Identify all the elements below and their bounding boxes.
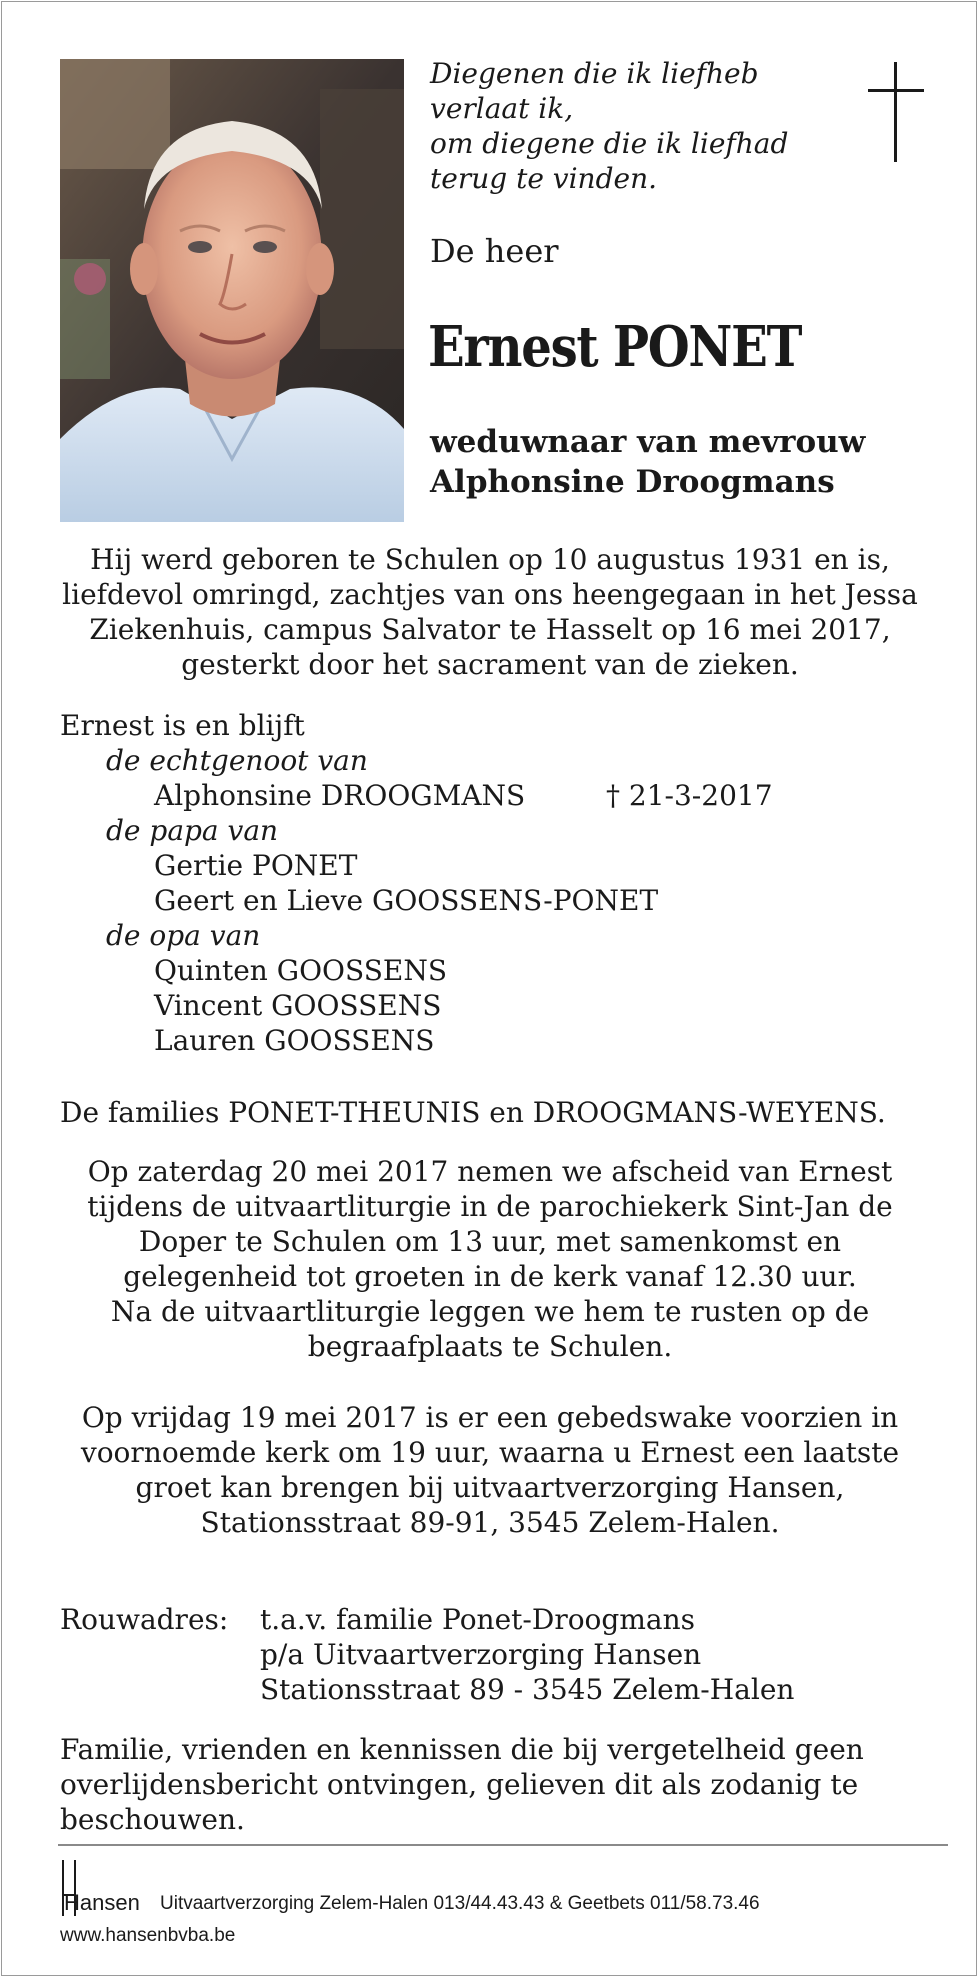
paragraph-line: beschouwen. [60, 1803, 245, 1836]
title-prefix: De heer [430, 232, 559, 270]
spouse-role: de echtgenoot van [106, 744, 368, 777]
paragraph-line: Op vrijdag 19 mei 2017 is er een gebedswake voorzien in [81, 1401, 899, 1434]
child-name: Geert en Lieve GOOSSENS-PONET [154, 884, 659, 917]
address-line: t.a.v. familie Ponet-Droogmans [260, 1603, 695, 1636]
father-role: de papa van [106, 814, 279, 847]
paragraph-line: Op zaterdag 20 mei 2017 nemen we afscheid van Ernest [87, 1155, 893, 1188]
paragraph-line: gelegenheid tot groeten in de kerk vanaf 12.30 uur. [123, 1260, 857, 1293]
hansen-logo-text: Hansen [64, 1890, 140, 1915]
grandchild-name: Vincent GOOSSENS [154, 989, 442, 1022]
notice-paragraph [60, 1732, 864, 1837]
child-name: Gertie PONET [154, 849, 358, 882]
paragraph-line: Stationsstraat 89-91, 3545 Zelem-Halen. [200, 1506, 780, 1539]
birth-paragraph [42, 542, 938, 682]
poem-line: terug te vinden. [430, 162, 658, 195]
spouse-line: weduwnaar van mevrouw [430, 424, 866, 460]
paragraph-line: gesterkt door het sacrament van de zieken. [181, 648, 799, 681]
address-line: p/a Uitvaartverzorging Hansen [260, 1638, 702, 1671]
family-intro: Ernest is en blijft [60, 709, 305, 742]
grandchild-name: Lauren GOOSSENS [154, 1024, 435, 1057]
paragraph-line: begraafplaats te Schulen. [307, 1330, 673, 1363]
spouse-info [430, 422, 865, 502]
obituary-card [1, 1, 977, 1976]
paragraph-line: Ziekenhuis, campus Salvator te Hasselt op 16 mei 2017, [89, 613, 891, 646]
poem-line: om diegene die ik liefhad [430, 127, 789, 160]
spouse-death-date: † 21-3-2017 [606, 779, 773, 812]
portrait-photo [60, 59, 404, 522]
grandchild-name: Quinten GOOSSENS [154, 954, 448, 987]
spouse-name: Alphonsine DROOGMANS [154, 779, 526, 812]
vigil-paragraph [42, 1400, 938, 1540]
deceased-name: Ernest PONET [428, 314, 802, 380]
paragraph-line: voornoemde kerk om 19 uur, waarna u Ernest een laatste [80, 1436, 900, 1469]
grandfather-role: de opa van [106, 919, 261, 952]
poem-line: Diegenen die ik liefheb [430, 57, 759, 90]
rouwadres-label: Rouwadres: [60, 1603, 229, 1636]
address-line: Stationsstraat 89 - 3545 Zelem-Halen [260, 1673, 795, 1706]
paragraph-line: tijdens de uitvaartliturgie in de parochiekerk Sint-Jan de [87, 1190, 893, 1223]
footer-website-link[interactable]: www.hansenbvba.be [60, 1925, 236, 1946]
paragraph-line: Hij werd geboren te Schulen op 10 augustus 1931 en is, [90, 543, 890, 576]
poem-line: verlaat ik, [430, 92, 574, 125]
paragraph-line: Familie, vrienden en kennissen die bij vergetelheid geen [60, 1733, 864, 1766]
paragraph-line: Na de uitvaartliturgie leggen we hem te rusten op de [110, 1295, 870, 1328]
funeral-paragraph [42, 1154, 938, 1364]
paragraph-line: groet kan brengen bij uitvaartverzorging Hansen, [135, 1471, 845, 1504]
footer-divider [58, 1844, 948, 1846]
spouse-line: Alphonsine Droogmans [430, 464, 835, 500]
paragraph-line: Doper te Schulen om 13 uur, met samenkomst en [138, 1225, 842, 1258]
paragraph-line: liefdevol omringd, zachtjes van ons heengegaan in het Jessa [62, 578, 918, 611]
cross-icon [868, 62, 924, 162]
families-line: De families PONET-THEUNIS en DROOGMANS-WEYENS. [60, 1096, 886, 1129]
poem [430, 56, 830, 196]
paragraph-line: overlijdensbericht ontvingen, gelieven dit als zodanig te [60, 1768, 859, 1801]
rouwadres-address [260, 1602, 794, 1707]
footer-info: Uitvaartverzorging Zelem-Halen 013/44.43.43 & Geetbets 011/58.73.46 [160, 1893, 760, 1914]
